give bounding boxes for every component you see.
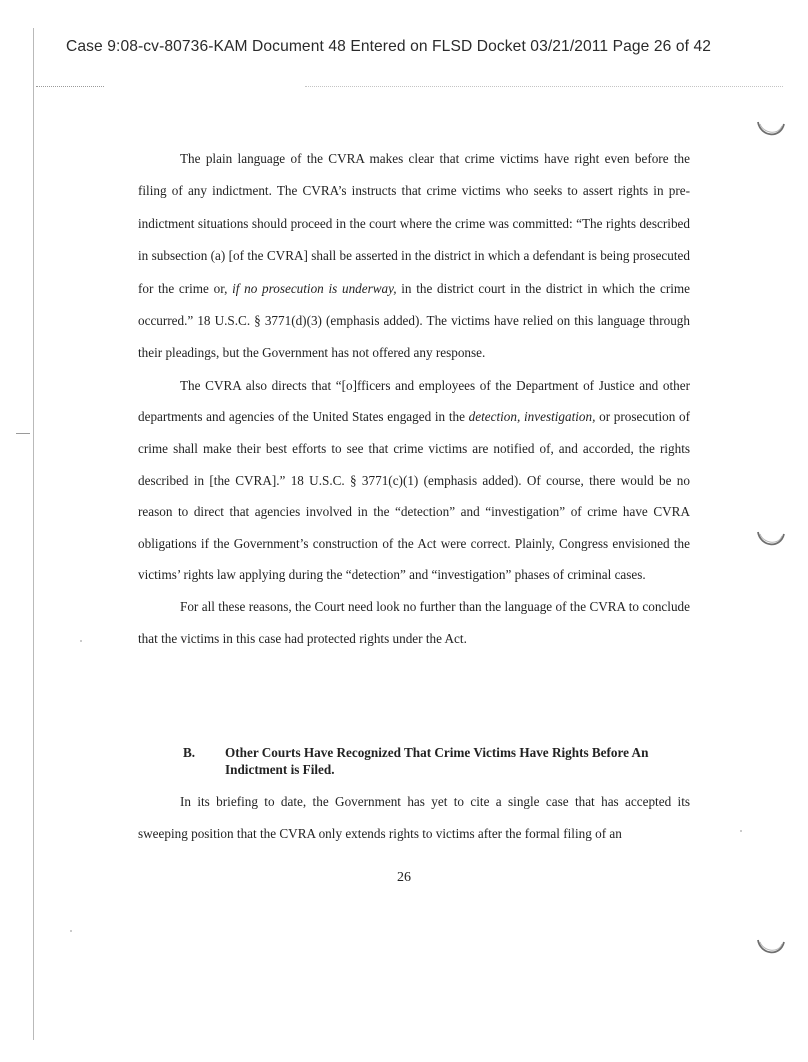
scan-speck [80, 640, 82, 642]
binder-hole-icon [756, 118, 786, 140]
section-heading [183, 744, 703, 778]
paragraph-text: For all these reasons, the Court need look no further than the language of the CVRA to conclude that the victims in this case had protected rights under the Act. [138, 599, 690, 646]
paragraph-briefing [138, 786, 690, 849]
body-section-b [138, 786, 690, 849]
paragraph-conclusion [138, 591, 690, 654]
scan-speck [70, 930, 72, 932]
body-section-a [138, 143, 690, 654]
page-number: 26 [397, 870, 411, 885]
paragraph-text: The plain language of the CVRA makes clear that crime victims have right even before the filing of any indictment. The CVRA’s instructs that crime victims who seeks to assert rights in pre-indictment situations should proceed in the court where the crime was committed: “The rights described in subsection (a) [of the CVRA] shall be asserted in the district in which a defendant is being prosecuted for the crime or, [138, 151, 690, 296]
paragraph-text: The CVRA also directs that “[o]fficers and employees of the Department of Justice and other departments and agencies of the United States engaged in the [138, 377, 690, 425]
paragraph-text: In its briefing to date, the Government has yet to cite a single case that has accepted its sweeping position that the CVRA only extends rights to victims after the formal filing of an [138, 794, 690, 841]
left-margin-line [33, 28, 34, 1040]
section-title: Other Courts Have Recognized That Crime Victims Have Rights Before An Indictment is Filed. [225, 745, 649, 777]
paragraph-text: or prosecution of crime shall make their best efforts to see that crime victims are notified of, and accorded, the rights described in [the CVRA].” 18 U.S.C. § 3771(c)(1) (emphasis added). Of course, there would be no reason to direct that agencies involved in the “detection” and “investigation” of crime have CVRA obligations if the Government’s construction of the Act were correct. Plainly, Congress envisioned the victims’ rights law applying during the “detection” and “investigation” phases of criminal cases. [138, 409, 690, 583]
docket-header: Case 9:08-cv-80736-KAM Document 48 Entered on FLSD Docket 03/21/2011 Page 26 of 42 [66, 38, 712, 55]
paragraph-plain-language [138, 143, 690, 370]
section-label: B. [183, 745, 196, 760]
paragraph-officers-directive [138, 370, 690, 591]
emphasis-text: if no prosecution is underway, [232, 280, 397, 296]
scan-speck [740, 830, 742, 832]
header-rule-left [36, 86, 104, 88]
emphasis-text: detection, investigation, [468, 409, 596, 425]
binder-hole-icon [756, 528, 786, 550]
binder-hole-icon [756, 936, 786, 958]
header-rule-right [305, 86, 783, 88]
paragraph-text: in the district court in the district in which the crime occurred.” 18 U.S.C. § 3771(d)(3) (emphasis added). The victims have relied on this language through their pleadings, but the Government has not offered any response. [138, 280, 690, 361]
margin-tick-mark [16, 433, 30, 434]
